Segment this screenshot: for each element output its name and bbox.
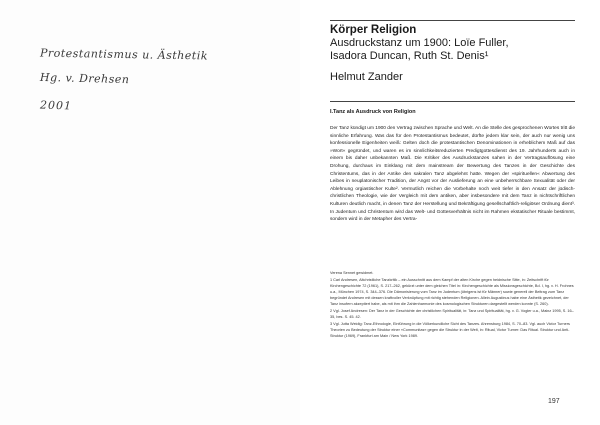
handwritten-note-line-1: Protestantismus u. Ästhetik (39, 46, 209, 63)
page-number: 197 (548, 398, 560, 405)
footnote-2: 2 Vgl. Josef Andresen: Der Tanz in der Geschichte der christlichen Spiritualität, in: Tanz und Spiritualität, hg. v. G. Vogler u.a., Mainz 1995, S. 16–35, bes. S. 45. 42. (330, 309, 574, 319)
article-title: Körper Religion (330, 24, 417, 36)
footnote-1: 1 Carl Andresen, Altchristliche Tanzkritik – ein Ausschnitt aus dem Kampf der alten Kirche gegen heidnische Sitte, in: Zeitschrift für Kirchengeschichte 72 (1961), S. 217–262, gekürzt unter dem gleichen Titel in: Kirchengeschichte als Missionsgeschichte, Bd. I, hg. v. H. Frohnes u.a., München 1974, S. 344–376. Die Dämonisierung vom Tanz im Judentum (übrigens ist für Männer) sowie generell der Beitrag zum Tanz begründet Andresen mit dessen kraftvoller Verknüpfung mit richtig stehenden Religionen. Allein Augustinus habe eine Ästhetik gezeichnet, der Tanz insofern akzeptiert habe, als mit ihm die Zahlenharmonie des kosmologischen Strukturen dargestellt werden konnte (S. 260). (330, 278, 574, 306)
body-paragraph: Der Tanz kündigt um 1900 den Vertrag zwischen Sprache und Welt. An die Stelle des gesprochenen Wortes tritt die sinnliche Erfahrung. Was das für den Protestantismus bedeutet, dürfte jedem klar sein, der auch nur wenig uns konfessionelle Eigenheiten weiß: Gelten doch die protestantischen Denominationen in erheblichem Maß auf das »Wort« gegründet, und waren es im sinnlichkeitsreduzierten Predigtgottesdienst des 19. Jahrhunderts auch in einem bis daher unbekannten Maß. Die Kritiker des Ausdruckstanzes sahen in der Vertragsauflösung eine Drohung, durchaus im Einklang mit dem mainstream der Bewertung des Tanzes in der Geschichte des Christentums, das in der Antike den sakralen Tanz abgelehnt hatte. Wegen der »spirituellen« Abwertung des Leibes in neuplatonischer Tradition, der Angst vor der Auslieferung an eine unbeherrschbare Sexualität oder der Ablehnung orgiastischer Kulte². Vermutlich reichen die Vorbehalte noch weit tiefer in den Ansatz der jüdisch-christlichen Theologie, wie der Vergleich mit dem antiken, aber insbesondere mit dem Tanz in nichtschriftlichen Kulturen deutlich macht, in denen Tanz der Herstellung und Bekräftigung gesellschaftlich-religiöser Ordnung dient³. In Judentum und Christentum wird das Welt- und Gottesverhältnis nicht im Rahmen ekstatischer Rituale bestimmt, sondern wird in der Metapher des Vertra- (330, 126, 575, 223)
section-heading: I.Tanz als Ausdruck von Religion (330, 109, 416, 115)
handwritten-note-line-2: Hg. v. Drehsen (39, 70, 130, 87)
section-rule (330, 101, 575, 102)
top-rule (330, 20, 575, 21)
article-author: Helmut Zander (330, 71, 403, 83)
footnote-3: 3 Vgl. Jutta Weidig: Tanz-Ethnologie, Einführung in die Völkerkundliche Sicht des Tanzes. Ahrensburg 1984, S. 70–83. Vgl. auch Victor Turners Theorien zu Bedeutung der Struktur einer »Communitas« gegen die Struktur in der Welt, in: Ritual, Victor Turner: Das Ritual. Struktur und Anti-Struktur (1969), Frankfurt am Main / New York 1989. (330, 322, 570, 338)
article-header (330, 24, 580, 84)
article-subtitle-line-1: Ausdruckstanz um 1900: Loïe Fuller, (330, 37, 509, 49)
footnotes (330, 270, 575, 340)
handwritten-note-year: 2001 (39, 98, 73, 113)
footnote-dedication: Verena Sennet gewidmet. (330, 271, 374, 275)
article-subtitle-line-2: Isadora Duncan, Ruth St. Denis¹ (330, 50, 489, 62)
